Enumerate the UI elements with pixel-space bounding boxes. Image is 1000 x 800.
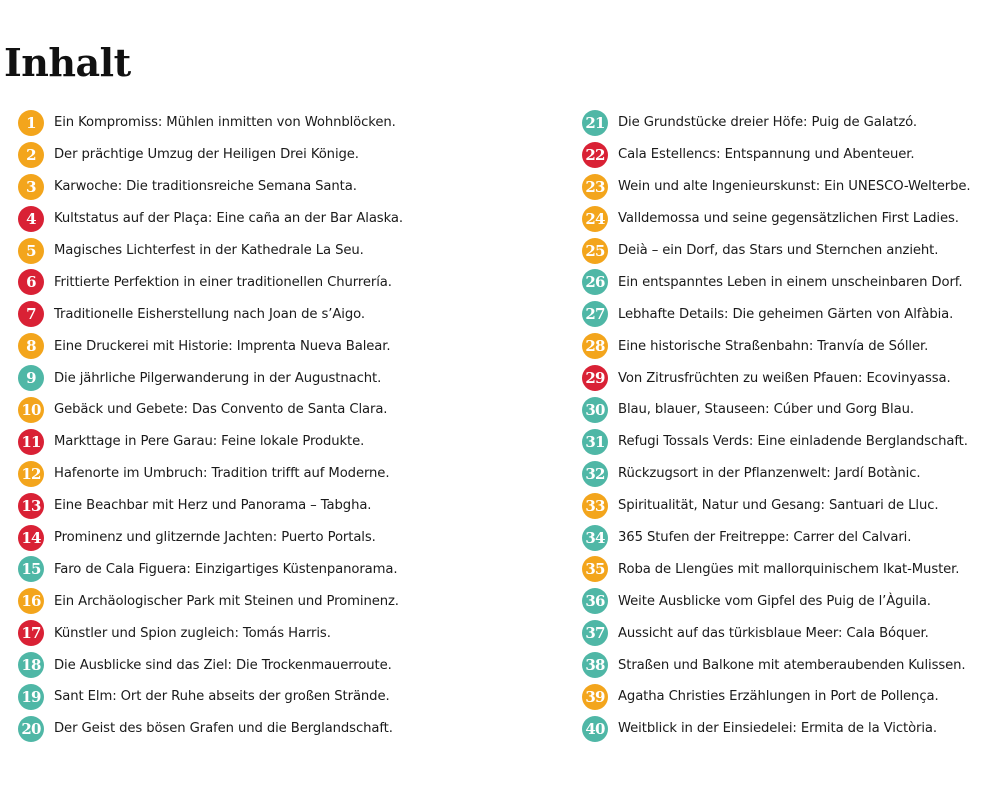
chapter-number-badge: 13 bbox=[18, 493, 44, 519]
chapter-title: Hafenorte im Umbruch: Tradition trifft auf Moderne. bbox=[54, 466, 390, 482]
chapter-number-badge: 20 bbox=[18, 716, 44, 742]
chapter-number-badge: 26 bbox=[582, 269, 608, 295]
chapter-number-badge: 38 bbox=[582, 652, 608, 678]
chapter-number-badge: 3 bbox=[18, 174, 44, 200]
chapter-title: Frittierte Perfektion in einer traditionellen Churrería. bbox=[54, 274, 392, 290]
chapter-title: Traditionelle Eisherstellung nach Joan de s’Aigo. bbox=[54, 306, 365, 322]
page-title: Inhalt bbox=[4, 40, 131, 85]
toc-entry[interactable] bbox=[582, 458, 1000, 490]
toc-entry[interactable] bbox=[582, 330, 1000, 362]
chapter-title: Künstler und Spion zugleich: Tomás Harris. bbox=[54, 625, 331, 641]
chapter-title: Faro de Cala Figuera: Einzigartiges Küstenpanorama. bbox=[54, 561, 398, 577]
chapter-title: Valldemossa und seine gegensätzlichen First Ladies. bbox=[618, 211, 959, 227]
chapter-title: Spiritualität, Natur und Gesang: Santuari de Lluc. bbox=[618, 498, 939, 514]
chapter-number-badge: 16 bbox=[18, 588, 44, 614]
chapter-title: Aussicht auf das türkisblaue Meer: Cala Bóquer. bbox=[618, 625, 929, 641]
toc-entry[interactable] bbox=[18, 617, 568, 649]
toc-entry[interactable] bbox=[18, 490, 568, 522]
chapter-title: Eine Beachbar mit Herz und Panorama – Tabgha. bbox=[54, 498, 372, 514]
chapter-number-badge: 29 bbox=[582, 365, 608, 391]
chapter-title: Deià – ein Dorf, das Stars und Sternchen anzieht. bbox=[618, 243, 939, 258]
chapter-number-badge: 30 bbox=[582, 397, 608, 423]
chapter-number-badge: 34 bbox=[582, 525, 608, 551]
toc-entry[interactable] bbox=[582, 235, 1000, 267]
chapter-title: Sant Elm: Ort der Ruhe abseits der großen Strände. bbox=[54, 689, 390, 705]
chapter-number-badge: 25 bbox=[582, 238, 608, 264]
chapter-number-badge: 8 bbox=[18, 333, 44, 359]
toc-entry[interactable] bbox=[18, 298, 568, 330]
chapter-title: Eine Druckerei mit Historie: Imprenta Nueva Balear. bbox=[54, 338, 391, 354]
chapter-number-badge: 28 bbox=[582, 333, 608, 359]
toc-entry[interactable] bbox=[18, 266, 568, 298]
toc-entry[interactable] bbox=[582, 394, 1000, 426]
toc-entry[interactable] bbox=[18, 649, 568, 681]
chapter-title: Von Zitrusfrüchten zu weißen Pfauen: Ecovinyassa. bbox=[618, 370, 951, 386]
toc-entry[interactable] bbox=[582, 139, 1000, 171]
chapter-number-badge: 22 bbox=[582, 142, 608, 168]
chapter-title: Rückzugsort in der Pflanzenwelt: Jardí Botànic. bbox=[618, 466, 921, 482]
chapter-number-badge: 10 bbox=[18, 397, 44, 423]
toc-entry[interactable] bbox=[582, 522, 1000, 554]
toc-entry[interactable] bbox=[18, 426, 568, 458]
toc-entry[interactable] bbox=[18, 107, 568, 139]
chapter-title: Ein entspanntes Leben in einem unscheinbaren Dorf. bbox=[618, 274, 963, 290]
chapter-number-badge: 15 bbox=[18, 556, 44, 582]
chapter-number-badge: 32 bbox=[582, 461, 608, 487]
chapter-title: Weitblick in der Einsiedelei: Ermita de la Victòria. bbox=[618, 721, 938, 737]
chapter-number-badge: 14 bbox=[18, 525, 44, 551]
chapter-number-badge: 27 bbox=[582, 301, 608, 327]
chapter-number-badge: 17 bbox=[18, 620, 44, 646]
toc-entry[interactable] bbox=[18, 330, 568, 362]
chapter-title: Refugi Tossals Verds: Eine einladende Berglandschaft. bbox=[618, 434, 968, 450]
toc-entry[interactable] bbox=[582, 203, 1000, 235]
chapter-number-badge: 11 bbox=[18, 429, 44, 455]
chapter-title: Agatha Christies Erzählungen in Port de Pollença. bbox=[618, 689, 939, 705]
toc-entry[interactable] bbox=[582, 298, 1000, 330]
toc-entry[interactable] bbox=[18, 681, 568, 713]
toc-entry[interactable] bbox=[582, 362, 1000, 394]
chapter-title: Ein Kompromiss: Mühlen inmitten von Wohnblöcken. bbox=[54, 115, 396, 131]
chapter-number-badge: 19 bbox=[18, 684, 44, 710]
toc-entry[interactable] bbox=[582, 585, 1000, 617]
chapter-title: Die Grundstücke dreier Höfe: Puig de Galatzó. bbox=[618, 115, 918, 131]
toc-entry[interactable] bbox=[18, 235, 568, 267]
toc-entry[interactable] bbox=[18, 522, 568, 554]
chapter-number-badge: 12 bbox=[18, 461, 44, 487]
chapter-title: Blau, blauer, Stauseen: Cúber und Gorg Blau. bbox=[618, 402, 914, 418]
chapter-number-badge: 31 bbox=[582, 429, 608, 455]
toc-entry[interactable] bbox=[18, 362, 568, 394]
toc-column-left bbox=[18, 107, 568, 745]
chapter-title: Der Geist des bösen Grafen und die Berglandschaft. bbox=[54, 721, 393, 737]
chapter-title: 365 Stufen der Freitreppe: Carrer del Calvari. bbox=[618, 530, 912, 546]
chapter-number-badge: 39 bbox=[582, 684, 608, 710]
chapter-number-badge: 4 bbox=[18, 206, 44, 232]
chapter-number-badge: 40 bbox=[582, 716, 608, 742]
toc-entry[interactable] bbox=[582, 553, 1000, 585]
chapter-title: Lebhafte Details: Die geheimen Gärten von Alfàbia. bbox=[618, 306, 954, 322]
chapter-title: Der prächtige Umzug der Heiligen Drei Könige. bbox=[54, 147, 359, 163]
chapter-number-badge: 36 bbox=[582, 588, 608, 614]
chapter-number-badge: 37 bbox=[582, 620, 608, 646]
chapter-title: Ein Archäologischer Park mit Steinen und Prominenz. bbox=[54, 593, 399, 609]
chapter-title: Straßen und Balkone mit atemberaubenden Kulissen. bbox=[618, 657, 966, 673]
toc-entry[interactable] bbox=[18, 713, 568, 745]
chapter-number-badge: 9 bbox=[18, 365, 44, 391]
toc-entry[interactable] bbox=[582, 617, 1000, 649]
chapter-title: Die Ausblicke sind das Ziel: Die Trockenmauerroute. bbox=[54, 657, 392, 673]
toc-entry[interactable] bbox=[18, 171, 568, 203]
chapter-number-badge: 6 bbox=[18, 269, 44, 295]
chapter-title: Magisches Lichterfest in der Kathedrale La Seu. bbox=[54, 243, 364, 258]
chapter-title: Eine historische Straßenbahn: Tranvía de Sóller. bbox=[618, 338, 929, 354]
chapter-title: Die jährliche Pilgerwanderung in der Augustnacht. bbox=[54, 370, 382, 386]
toc-entry[interactable] bbox=[18, 553, 568, 585]
chapter-number-badge: 24 bbox=[582, 206, 608, 232]
chapter-number-badge: 2 bbox=[18, 142, 44, 168]
chapter-number-badge: 1 bbox=[18, 110, 44, 136]
chapter-number-badge: 18 bbox=[18, 652, 44, 678]
toc-entry[interactable] bbox=[582, 681, 1000, 713]
chapter-title: Prominenz und glitzernde Jachten: Puerto Portals. bbox=[54, 530, 376, 546]
toc-entry[interactable] bbox=[582, 490, 1000, 522]
chapter-title: Karwoche: Die traditionsreiche Semana Santa. bbox=[54, 179, 357, 195]
chapter-number-badge: 7 bbox=[18, 301, 44, 327]
chapter-number-badge: 21 bbox=[582, 110, 608, 136]
toc-entry[interactable] bbox=[582, 266, 1000, 298]
toc-entry[interactable] bbox=[582, 107, 1000, 139]
toc-column-right bbox=[582, 107, 1000, 745]
chapter-number-badge: 33 bbox=[582, 493, 608, 519]
chapter-number-badge: 5 bbox=[18, 238, 44, 264]
chapter-title: Markttage in Pere Garau: Feine lokale Produkte. bbox=[54, 434, 365, 450]
chapter-title: Roba de Llengües mit mallorquinischem Ikat-Muster. bbox=[618, 561, 960, 577]
chapter-title: Wein und alte Ingenieurskunst: Ein UNESCO-Welterbe. bbox=[618, 179, 971, 195]
chapter-number-badge: 23 bbox=[582, 174, 608, 200]
toc-entry[interactable] bbox=[18, 139, 568, 171]
toc-entry[interactable] bbox=[582, 171, 1000, 203]
chapter-title: Cala Estellencs: Entspannung und Abenteuer. bbox=[618, 147, 915, 163]
toc-entry[interactable] bbox=[18, 203, 568, 235]
toc-entry[interactable] bbox=[582, 713, 1000, 745]
chapter-title: Gebäck und Gebete: Das Convento de Santa Clara. bbox=[54, 402, 388, 418]
toc-entry[interactable] bbox=[18, 458, 568, 490]
chapter-title: Kultstatus auf der Plaça: Eine caña an der Bar Alaska. bbox=[54, 211, 403, 227]
chapter-number-badge: 35 bbox=[582, 556, 608, 582]
chapter-title: Weite Ausblicke vom Gipfel des Puig de l’Àguila. bbox=[618, 593, 931, 609]
toc-entry[interactable] bbox=[18, 394, 568, 426]
toc-entry[interactable] bbox=[582, 649, 1000, 681]
toc-entry[interactable] bbox=[582, 426, 1000, 458]
toc-entry[interactable] bbox=[18, 585, 568, 617]
